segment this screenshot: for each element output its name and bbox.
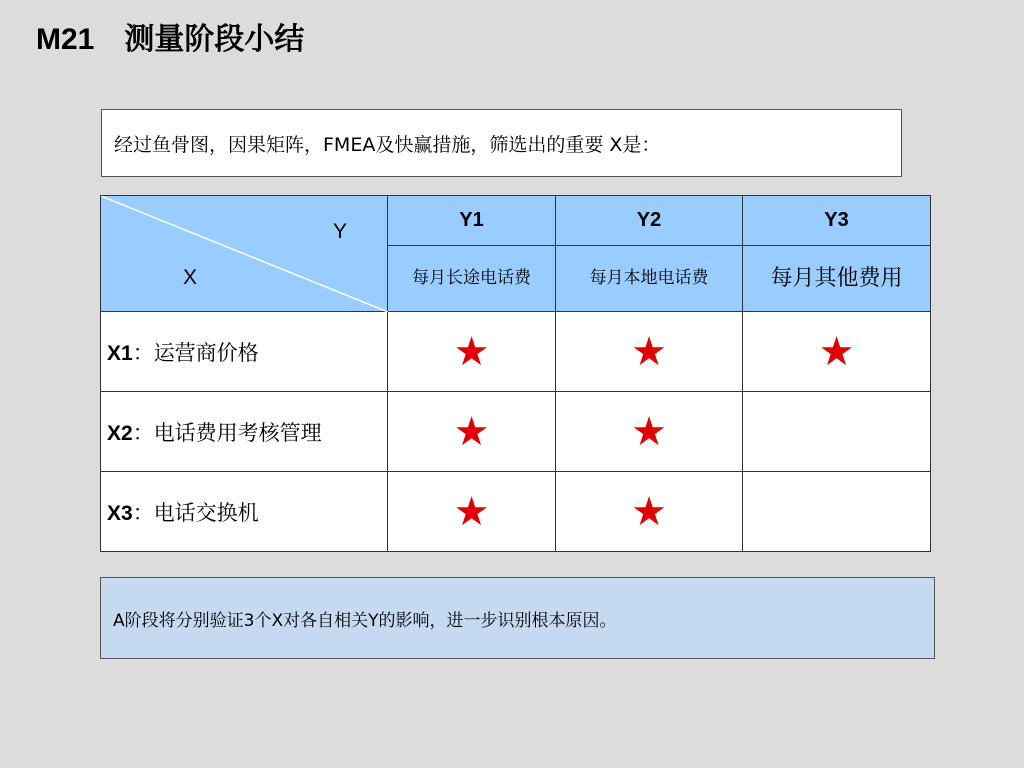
column-header-y2: Y2: [556, 196, 743, 246]
column-desc-y3: 每月其他费用: [743, 246, 931, 312]
corner-x-label: X: [183, 266, 198, 289]
page-title: [36, 14, 304, 58]
row-label-text: 电话费用考核管理: [153, 420, 322, 445]
diagonal-divider: [101, 196, 388, 312]
row-separator: ：: [132, 500, 154, 525]
matrix-cell: [556, 312, 743, 392]
conclusion-note: [100, 577, 935, 659]
star-icon: ★: [453, 488, 490, 535]
row-label-x1: [101, 312, 388, 392]
row-code: X1: [107, 341, 133, 365]
row-code: X3: [107, 501, 133, 525]
star-icon: ★: [818, 328, 855, 375]
cause-effect-matrix: [100, 195, 931, 552]
matrix-cell: [556, 472, 743, 552]
column-header-y3: Y3: [743, 196, 931, 246]
star-icon: ★: [631, 328, 667, 375]
star-icon: ★: [453, 328, 490, 375]
star-icon: ★: [631, 408, 667, 455]
row-code: X2: [107, 421, 133, 445]
row-label-text: 运营商价格: [153, 340, 259, 365]
title-code: M21: [36, 23, 95, 56]
matrix-cell: [388, 472, 556, 552]
star-icon: ★: [453, 408, 490, 455]
row-separator: ：: [132, 340, 154, 365]
column-header-y1: Y1: [388, 196, 556, 246]
table-row: [101, 472, 931, 552]
matrix-corner-cell: [101, 196, 388, 312]
row-label-x2: [101, 392, 388, 472]
column-desc-y1: 每月长途电话费: [388, 246, 556, 312]
row-separator: ：: [132, 420, 154, 445]
table-row: [101, 312, 931, 392]
corner-y-label: Y: [333, 220, 348, 243]
row-label-x3: [101, 472, 388, 552]
matrix-cell: [743, 392, 931, 472]
intro-box: [101, 109, 902, 177]
matrix-cell: [388, 312, 556, 392]
matrix-cell: [743, 312, 931, 392]
star-icon: ★: [631, 488, 667, 535]
matrix-cell: [743, 472, 931, 552]
intro-text: 经过鱼骨图，因果矩阵，FMEA及快赢措施，筛选出的重要 X是：: [114, 133, 661, 156]
row-label-text: 电话交换机: [153, 500, 259, 525]
title-text: 测量阶段小结: [124, 22, 305, 57]
matrix-cell: [556, 392, 743, 472]
table-row: [101, 392, 931, 472]
note-text: A阶段将分别验证3个X对各自相关Y的影响，进一步识别根本原因。: [113, 610, 617, 631]
column-desc-y2: 每月本地电话费: [556, 246, 743, 312]
matrix-cell: [388, 392, 556, 472]
